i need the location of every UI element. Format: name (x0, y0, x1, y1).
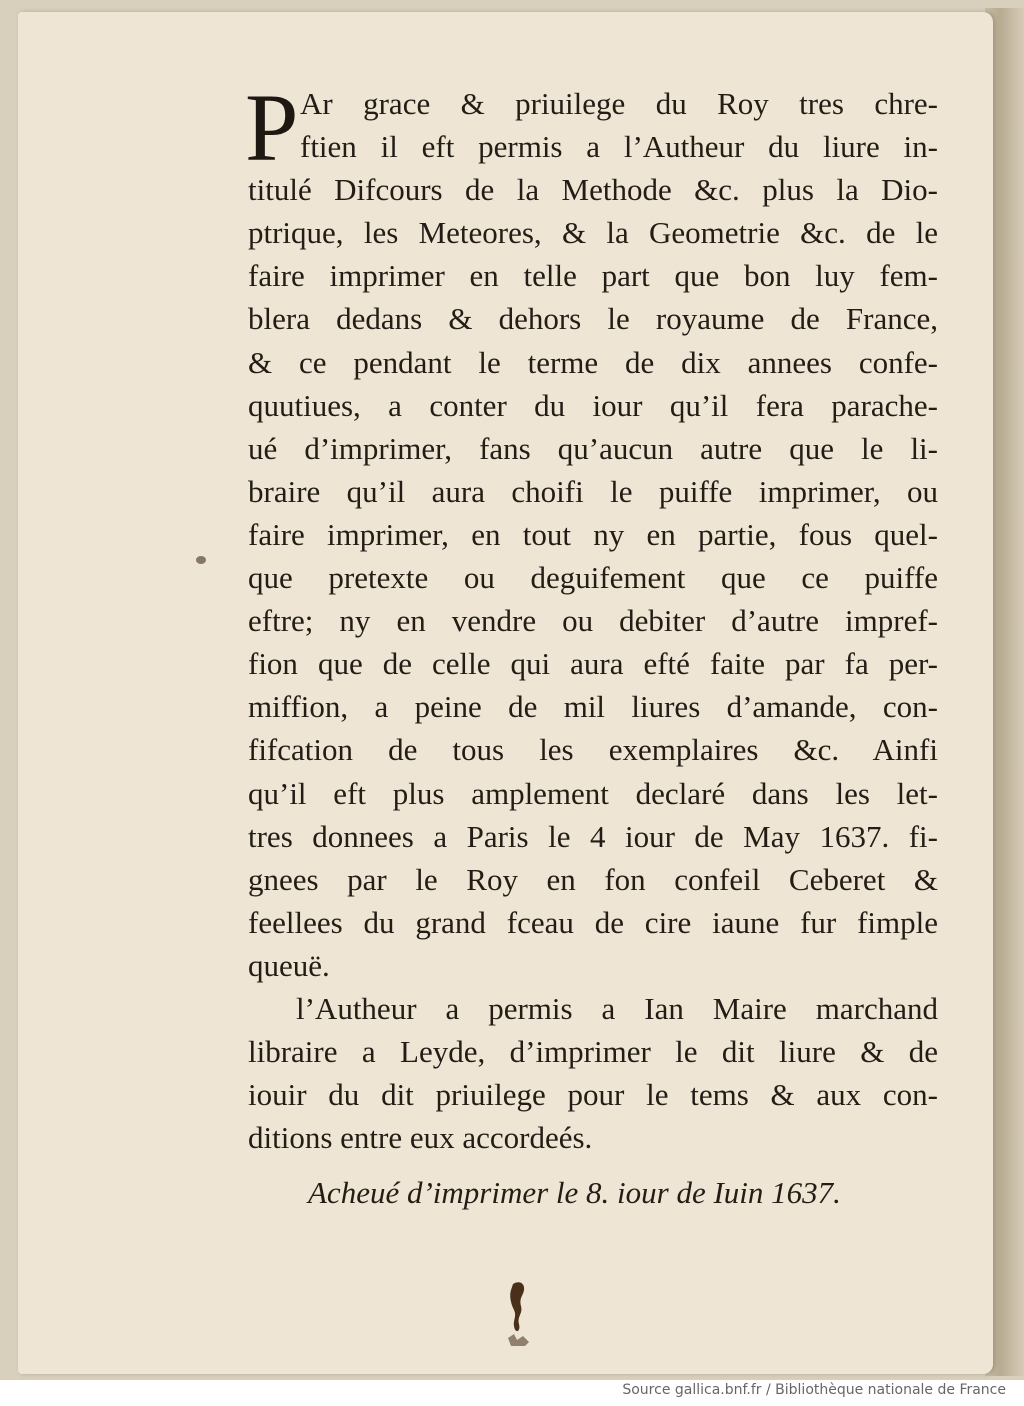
text-line: quutiues, a conter du iour qu’il fera parache- (248, 387, 938, 423)
text-line: libraire a Leyde, d’imprimer le dit liure & de (248, 1034, 938, 1070)
source-footer: Source gallica.bnf.fr / Bibliothèque nationale de France (622, 1382, 1006, 1398)
privilege-text (245, 74, 938, 1214)
text-line: braire qu’il aura choifi le puiffe imprimer, ou (248, 473, 938, 509)
text-line: queuë. (248, 947, 330, 983)
text-line: que pretexte ou deguifement que ce puiffe (248, 560, 938, 596)
text-line: ptrique, les Meteores, & la Geometrie &c. de le (248, 215, 938, 251)
text-line: ftien il eft permis a l’Autheur du liure in- (300, 129, 938, 165)
text-line: miffion, a peine de mil liures d’amande, con- (248, 689, 938, 725)
colophon: Acheué d’imprimer le 8. iour de Iuin 1637. (308, 1175, 841, 1211)
text-line: faire imprimer, en tout ny en partie, fous quel- (248, 516, 938, 552)
text-line: feellees du grand fceau de cire iaune fur fimple (248, 904, 938, 940)
text-line: ditions entre eux accordeés. (248, 1120, 593, 1156)
text-line: blera dedans & dehors le royaume de France, (248, 301, 938, 337)
text-line: faire imprimer en telle part que bon luy fem- (248, 258, 938, 294)
text-line: tres donnees a Paris le 4 iour de May 1637. fi- (248, 818, 938, 854)
book-page (18, 12, 993, 1374)
ink-spot (196, 556, 206, 564)
drop-cap: P (245, 74, 299, 181)
text-line: Ar grace & priuilege du Roy tres chre- (300, 86, 938, 121)
text-line: ué d’imprimer, fans qu’aucun autre que le li- (248, 430, 938, 466)
text-line: fion que de celle qui aura efté faite par fa per- (248, 646, 938, 682)
text-line: gnees par le Roy en fon confeil Ceberet & (248, 861, 938, 897)
text-line: titulé Difcours de la Methode &c. plus la Dio- (248, 172, 938, 208)
text-line: l’Autheur a permis a Ian Maire marchand (296, 990, 938, 1026)
text-line: & ce pendant le terme de dix annees confe- (248, 344, 938, 380)
text-line: iouir du dit priuilege pour le tems & aux con- (248, 1077, 938, 1113)
text-line: qu’il eft plus amplement declaré dans les let- (248, 775, 938, 811)
text-line: eftre; ny en vendre ou debiter d’autre impref- (248, 603, 938, 639)
ink-stain-ornament (505, 1280, 533, 1348)
text-line: fifcation de tous les exemplaires &c. Ainfi (248, 732, 938, 768)
